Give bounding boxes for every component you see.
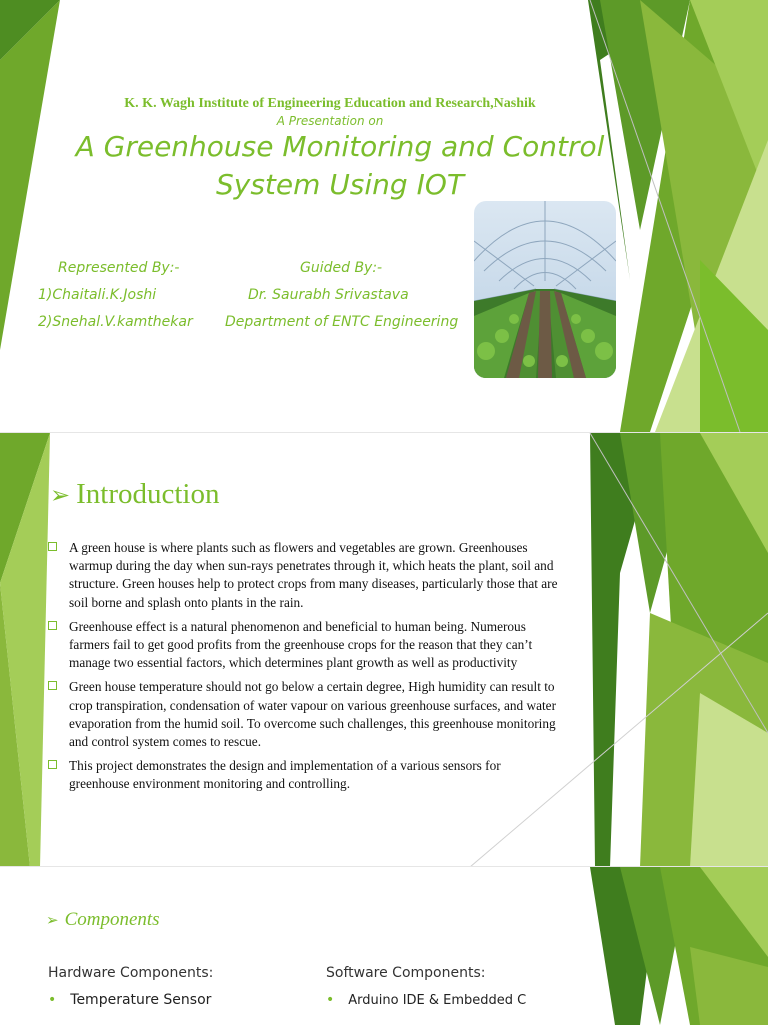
introduction-heading: ➢ Introduction xyxy=(50,478,220,510)
title-line-1: A Greenhouse Monitoring and Control xyxy=(75,130,605,163)
institute-name: K. K. Wagh Institute of Engineering Education and Research,Nashik xyxy=(124,96,536,111)
presenter-1: 1)Chaitali.K.Joshi xyxy=(38,287,157,303)
checkbox-square-icon xyxy=(48,760,57,769)
list-item: This project demonstrates the design and implementation of a various sensors for greenhouse environment monitoring and controlling. xyxy=(48,757,560,793)
presentation-title xyxy=(30,128,650,204)
guide-name: Dr. Saurabh Srivastava xyxy=(248,287,409,303)
components-heading: ➢ Components xyxy=(46,909,160,930)
checkbox-square-icon xyxy=(48,681,57,690)
title-slide xyxy=(0,0,768,432)
guide-department: Department of ENTC Engineering xyxy=(225,314,459,330)
list-item: • Arduino IDE & Embedded C xyxy=(326,992,527,1008)
introduction-bullets xyxy=(48,539,560,800)
presenter-2: 2)Snehal.V.kamthekar xyxy=(38,314,193,330)
software-label: Software Components: xyxy=(326,965,486,981)
checkbox-square-icon xyxy=(48,621,57,630)
greenhouse-photo xyxy=(474,201,616,378)
list-item: • Temperature Sensor xyxy=(48,992,212,1008)
list-item: Green house temperature should not go below a certain degree, High humidity can result to crop transpiration, condensation of water vapour on various greenhouse surfaces, and water evaporation from the humid soil. To overcome such challenges, this greenhouse monitoring and control system comes to rescue. xyxy=(48,678,560,751)
list-item: A green house is where plants such as flowers and vegetables are grown. Greenhouses warmup during the day when sun-rays penetrates through it, which heats the plant, soil and structure. Green houses help to protect crops from many diseases, particularly those that are soil borne and splash onto plants in the rain. xyxy=(48,539,560,612)
presented-by-label: Represented By:- xyxy=(58,260,180,276)
presentation-subtitle: A Presentation on xyxy=(276,114,384,128)
round-bullet-icon: • xyxy=(326,992,335,1008)
guided-by-label: Guided By:- xyxy=(300,260,383,276)
arrow-right-icon: ➢ xyxy=(46,913,59,929)
arrow-right-icon: ➢ xyxy=(50,483,71,509)
green-facets-decoration xyxy=(0,0,768,432)
checkbox-square-icon xyxy=(48,542,57,551)
hardware-label: Hardware Components: xyxy=(48,965,214,981)
title-line-2: System Using IOT xyxy=(216,168,464,201)
round-bullet-icon: • xyxy=(48,992,57,1008)
list-item: Greenhouse effect is a natural phenomenon and beneficial to human being. Numerous farmers fail to get good profits from the greenhouse crops for the reason that they can’t manage two essential factors, which determines plant growth as well as productivity xyxy=(48,618,560,673)
